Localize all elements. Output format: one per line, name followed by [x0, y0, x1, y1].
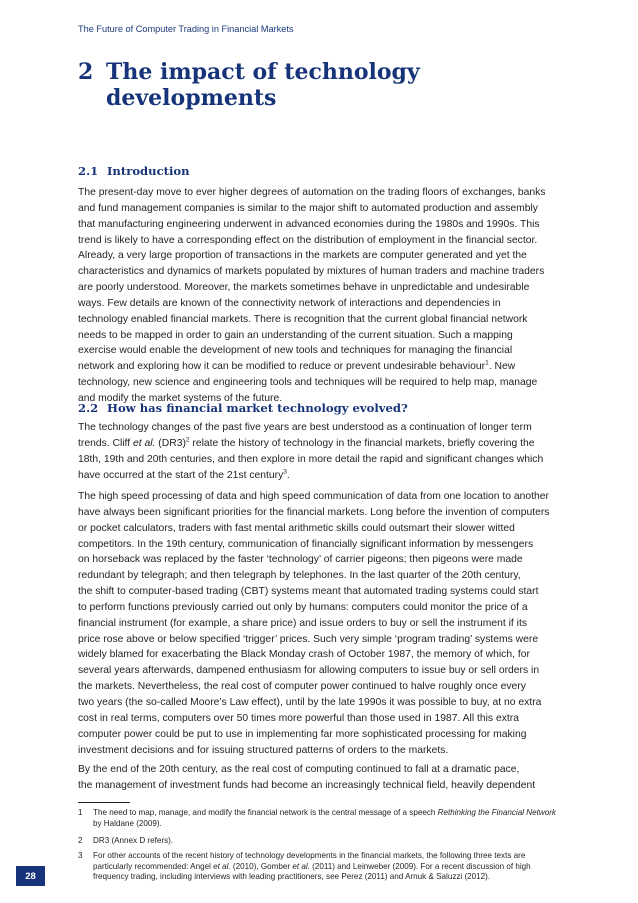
text-fragment: particularly recommended: Angel: [93, 861, 214, 871]
footnote-2: [78, 836, 568, 847]
text-fragment: have occurred at the start of the 21st century: [78, 469, 284, 481]
page-number: 28: [16, 866, 45, 886]
text-fragment: . New: [488, 361, 516, 373]
footnote-number: 3: [78, 851, 83, 860]
text-line: [78, 436, 564, 452]
text-line: Already, a very large proportion of transactions in the markets are computer generated and yet the: [78, 250, 527, 262]
text-line: For other accounts of the recent history of technology developments in the financial markets, the following three texts are: [93, 851, 526, 860]
text-fragment: The need to map, manage, and modify the financial network is the central message of a speech: [93, 808, 438, 817]
text-line: computer power could be put to use in implementing far more sophisticated processing for making: [78, 728, 527, 740]
section-title: How has financial market technology evolved?: [107, 401, 408, 415]
evolution-paragraph-2: [78, 489, 564, 758]
text-fragment: et al.: [292, 861, 310, 871]
footnote-number: 1: [78, 808, 83, 817]
text-line: competitors. In the 19th century, communication of financially significant information by messengers: [78, 538, 534, 550]
text-fragment: (2010), Gomber: [230, 861, 293, 871]
cited-title: Rethinking the Financial Network: [437, 808, 556, 817]
text-fragment: et al.: [133, 437, 156, 449]
text-fragment: et al.: [213, 861, 231, 871]
footnote-1: [78, 808, 568, 829]
text-line: or pocket calculators, traders with fast mental arithmetic skills could outsmart their slower witted: [78, 522, 515, 534]
footnote-ref-3[interactable]: 3: [283, 468, 287, 476]
chapter-number: 2: [78, 59, 94, 85]
text-fragment: relate the history of technology in the financial markets, briefly covering the: [189, 437, 535, 449]
footnote-divider: [78, 802, 130, 803]
text-fragment: network and exploring how it can be modified to reduce or prevent undesirable behaviour: [78, 361, 486, 373]
text-line: to perform functions previously carried out only by humans: computers could monitor the price of a: [78, 601, 528, 613]
text-line: the management of investment funds had become an increasingly technical field, heavily dependent: [78, 779, 536, 791]
text-line: [78, 468, 564, 484]
text-fragment: (2011) and Leinweber (2009). For a recent discussion of high: [309, 861, 531, 871]
text-line: technology, new science and engineering tools and techniques will be required to help map, manage: [78, 377, 538, 389]
text-line: By the end of the 20th century, as the real cost of computing continued to fall at a dramatic pace,: [78, 764, 520, 775]
text-line: the shift to computer-based trading (CBT) systems meant that automated trading systems could start: [78, 586, 539, 598]
text-line: exercise would enable the development of new tools and techniques for managing the financial: [78, 345, 513, 357]
text-fragment: (DR3): [155, 437, 186, 449]
text-line: needs to be mapped in order to gain an understanding of the current situation. Such a mapping: [78, 329, 513, 341]
section-number: 2.2: [78, 401, 99, 415]
text-line: price rose above or below specified ‘trigger’ prices. Such very simple ‘program trading’ systems were: [78, 633, 539, 645]
text-line: are poorly understood. Moreover, the markets sometimes behave in unpredictable and undesirable: [78, 282, 530, 294]
text-line: two years (the so-called Moore’s Law effect), until by the late 1990s it was possible to buy, at no extra: [78, 696, 542, 708]
evolution-paragraph-3: [78, 762, 564, 794]
text-line: several years afterwards, dampened enthusiasm for allowing computers to issue buy or sell orders in: [78, 665, 540, 677]
text-line: and modify the market systems of the future.: [78, 392, 283, 404]
chapter-title-line1: The impact of technology: [106, 59, 420, 85]
footnote-text: [93, 836, 568, 847]
text-line: The technology changes of the past five years are best understood as a continuation of longer term: [78, 422, 532, 433]
text-line: DR3 (Annex D refers).: [93, 836, 174, 845]
text-line: cost in real terms, computers over 50 times more powerful than those used in 1987. All this extra: [78, 712, 519, 724]
text-line: The high speed processing of data and high speed communication of data from one location to another: [78, 491, 549, 502]
chapter-title: [78, 59, 420, 111]
text-line: characteristics and dynamics of markets populated by mixtures of human traders and machine traders: [78, 266, 545, 278]
text-line: on horseback was replaced by the faster ‘technology’ of carrier pigeons; then pigeons were made: [78, 554, 523, 566]
evolution-paragraph-1: [78, 420, 564, 483]
text-fragment: trends. Cliff: [78, 437, 133, 449]
section-heading-introduction: [78, 164, 190, 178]
text-line: and fund management companies is similar to the major shift to automated production and assembly: [78, 202, 538, 214]
section-heading-evolution: [78, 401, 408, 415]
section-title: Introduction: [107, 164, 190, 178]
running-header: The Future of Computer Trading in Financial Markets: [78, 24, 294, 34]
text-line: [93, 808, 568, 819]
text-fragment: .: [286, 469, 290, 481]
text-line: ways. Few details are known of the connectivity network of interactions and dependencies in: [78, 297, 501, 309]
footnote-number: 2: [78, 836, 83, 845]
text-line: financial instrument (for example, a share price) and issue orders to buy or sell the instrument if its: [78, 617, 528, 629]
footnote-ref-2[interactable]: 2: [185, 436, 190, 444]
footnote-text: [93, 851, 568, 883]
text-line: [78, 359, 564, 375]
footnote-text: [93, 808, 568, 829]
section-number: 2.1: [78, 164, 99, 178]
footnote-3: [78, 851, 568, 883]
footnote-ref-1[interactable]: 1: [485, 359, 489, 367]
text-line: widely blamed for exacerbating the Black Monday crash of October 1987, the memory of which, for: [78, 649, 530, 661]
text-line: 18th, 19th and 20th centuries, and then explore in more detail the rapid and significant changes which: [78, 453, 544, 465]
text-line: investment decisions and for issuing structured patterns of orders to the markets.: [78, 744, 449, 756]
text-line: [93, 862, 568, 873]
text-line: The present-day move to ever higher degrees of automation on the trading floors of exchanges, banks: [78, 187, 546, 198]
text-line: by Haldane (2009).: [93, 818, 162, 828]
text-line: frequency trading, including interviews with leading practitioners, see Perez (2011) and Arnuk & Saluzzi (2012).: [93, 872, 491, 882]
text-line: technology enabled financial markets. There is recognition that the current global financial network: [78, 313, 528, 325]
text-line: that manufacturing engineering underwent in advanced economies during the 1980s and 1990s. This: [78, 218, 540, 230]
text-line: redundant by telegraph; and then telegraph by telephones. In the last quarter of the 20th century,: [78, 570, 521, 582]
text-line: the markets. Nevertheless, the real cost of computer power continued to halve roughly once every: [78, 681, 526, 693]
chapter-title-line2: developments: [106, 85, 277, 111]
intro-paragraph: [78, 185, 564, 407]
text-line: have always been significant priorities for the financial markets. Long before the invention of computers: [78, 506, 550, 518]
text-line: trend is likely to have a corresponding effect on the distribution of employment in the financial sector.: [78, 234, 538, 246]
